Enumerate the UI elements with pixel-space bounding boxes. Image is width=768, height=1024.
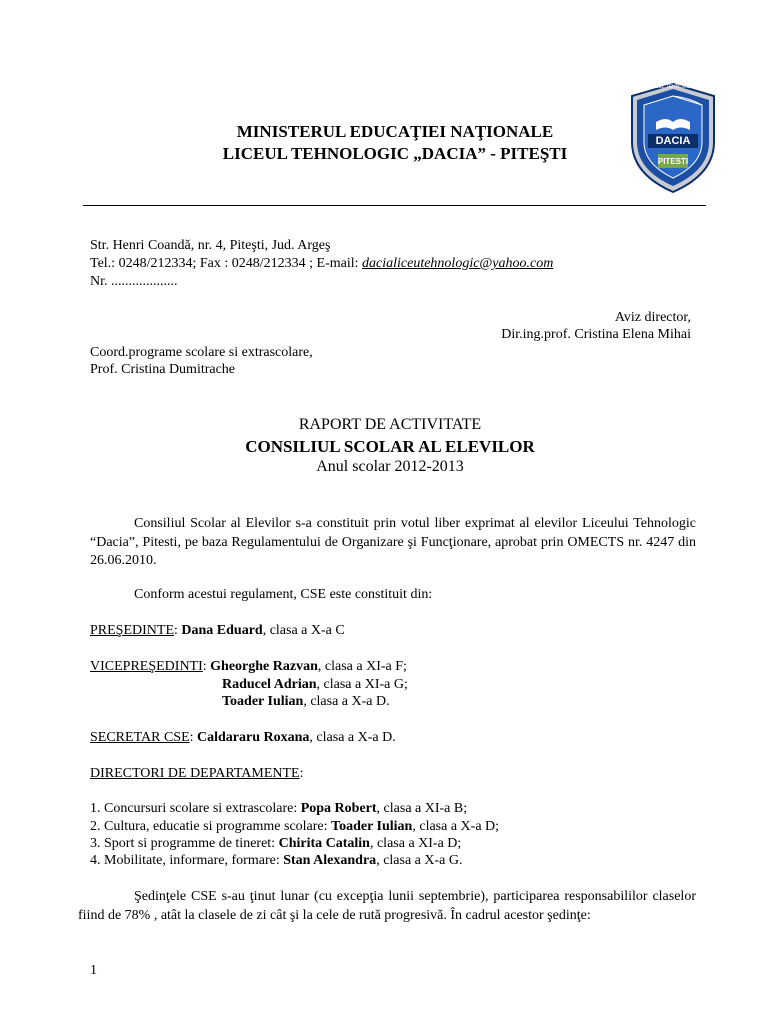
director-dept: 4. Mobilitate, informare, formare: — [90, 853, 284, 868]
registration-number: Nr. ................... — [90, 274, 178, 289]
logo-city: PITESTI — [657, 157, 689, 166]
sessions-paragraph — [78, 888, 696, 925]
vice-line-3 — [222, 693, 390, 711]
vice-label: VICEPREŞEDINTI — [90, 659, 203, 674]
conform-line: Conform acestui regulament, CSE este constituit din: — [134, 587, 433, 602]
directors-label: DIRECTORI DE DEPARTAMENTE — [90, 766, 300, 781]
president-name: Dana Eduard — [181, 623, 263, 638]
header-divider — [83, 205, 706, 206]
secretary-name: Caldararu Roxana — [197, 730, 310, 745]
page-number: 1 — [90, 963, 97, 978]
director-item — [90, 818, 499, 836]
phone-fax: Tel.: 0248/212334; Fax : 0248/212334 ; E-mail: — [90, 256, 363, 271]
coordinator-role: Coord.programe scolare si extrascolare, — [90, 345, 313, 360]
address: Str. Henri Coandă, nr. 4, Piteşti, Jud. Argeş — [90, 238, 331, 253]
report-title: RAPORT DE ACTIVITATE — [298, 416, 482, 433]
secretary-line: SECRETAR CSE: Caldararu Roxana, clasa a X-a D. — [90, 730, 396, 745]
director-item — [90, 852, 462, 870]
vice-line-1: VICEPREŞEDINTI: Gheorghe Razvan, clasa a XI-a F; — [90, 659, 407, 674]
vice-class: , clasa a XI-a G; — [316, 677, 408, 692]
director-name: Stan Alexandra — [283, 853, 377, 868]
secretary-label: SECRETAR CSE — [90, 730, 190, 745]
intro-text: Consiliul Scolar al Elevilor s-a constituit prin votul liber exprimat al elevilor Liceului Tehnologic “Dacia”, Pitesti, pe baza Regulamentului de Organizare şi Funcţionare, aprobat prin OMECTS nr. 4247 din 26.06.2010. — [90, 516, 696, 568]
president-class: , clasa a X-a C — [262, 623, 345, 638]
director-dept: 1. Concursuri scolare si extrascolare: — [90, 801, 301, 816]
director-dept: 3. Sport si programme de tineret: — [90, 836, 279, 851]
director-name: Popa Robert — [300, 801, 377, 816]
coordinator-name: Prof. Cristina Dumitrache — [90, 362, 236, 377]
vice-name: Gheorghe Razvan — [210, 659, 318, 674]
director-class: , clasa a XI-a D; — [369, 836, 462, 851]
email-link[interactable]: dacialiceutehnologic@yahoo.com — [362, 256, 554, 271]
logo-ring-text: LICEUL TEHNOLOGIC — [647, 84, 699, 90]
director-item — [90, 800, 467, 818]
vice-class: , clasa a X-a D. — [303, 694, 390, 709]
directors-heading: DIRECTORI DE DEPARTAMENTE: — [90, 766, 304, 781]
director-class: , clasa a XI-a B; — [376, 801, 468, 816]
vice-class: , clasa a XI-a F; — [317, 659, 407, 674]
director-class: , clasa a X-a D; — [412, 819, 500, 834]
sessions-text: Şedinţele CSE s-au ţinut lunar (cu excepţia lunii septembrie), participarea responsabililor claselor fiind de 78% , atât la clasele de zi cât şi la cele de rută progresivă. În cadrul acestor şedinţe: — [78, 889, 696, 923]
approval-director: Dir.ing.prof. Cristina Elena Mihai — [501, 327, 691, 342]
director-class: , clasa a X-a G. — [376, 853, 463, 868]
report-year: Anul scolar 2012-2013 — [316, 458, 464, 475]
director-dept: 2. Cultura, educatie si programme scolare: — [90, 819, 332, 834]
director-name: Chirita Catalin — [278, 836, 370, 851]
director-item — [90, 835, 461, 853]
secretary-class: , clasa a X-a D. — [309, 730, 396, 745]
president-line: PREŞEDINTE: Dana Eduard, clasa a X-a C — [90, 623, 345, 638]
header-school: LICEUL TEHNOLOGIC „DACIA” - PITEŞTI — [222, 144, 568, 163]
president-label: PREŞEDINTE — [90, 623, 174, 638]
header-ministry: MINISTERUL EDUCAŢIEI NAŢIONALE — [236, 122, 554, 141]
vice-line-2 — [222, 676, 408, 694]
intro-paragraph — [90, 515, 696, 571]
director-name: Toader Iulian — [331, 819, 413, 834]
contact-line — [90, 255, 553, 273]
approval-label: Aviz director, — [614, 310, 691, 325]
logo-name: DACIA — [655, 135, 691, 147]
report-subtitle: CONSILIUL SCOLAR AL ELEVILOR — [245, 437, 535, 456]
vice-name: Raducel Adrian — [222, 677, 317, 692]
vice-name: Toader Iulian — [222, 694, 304, 709]
